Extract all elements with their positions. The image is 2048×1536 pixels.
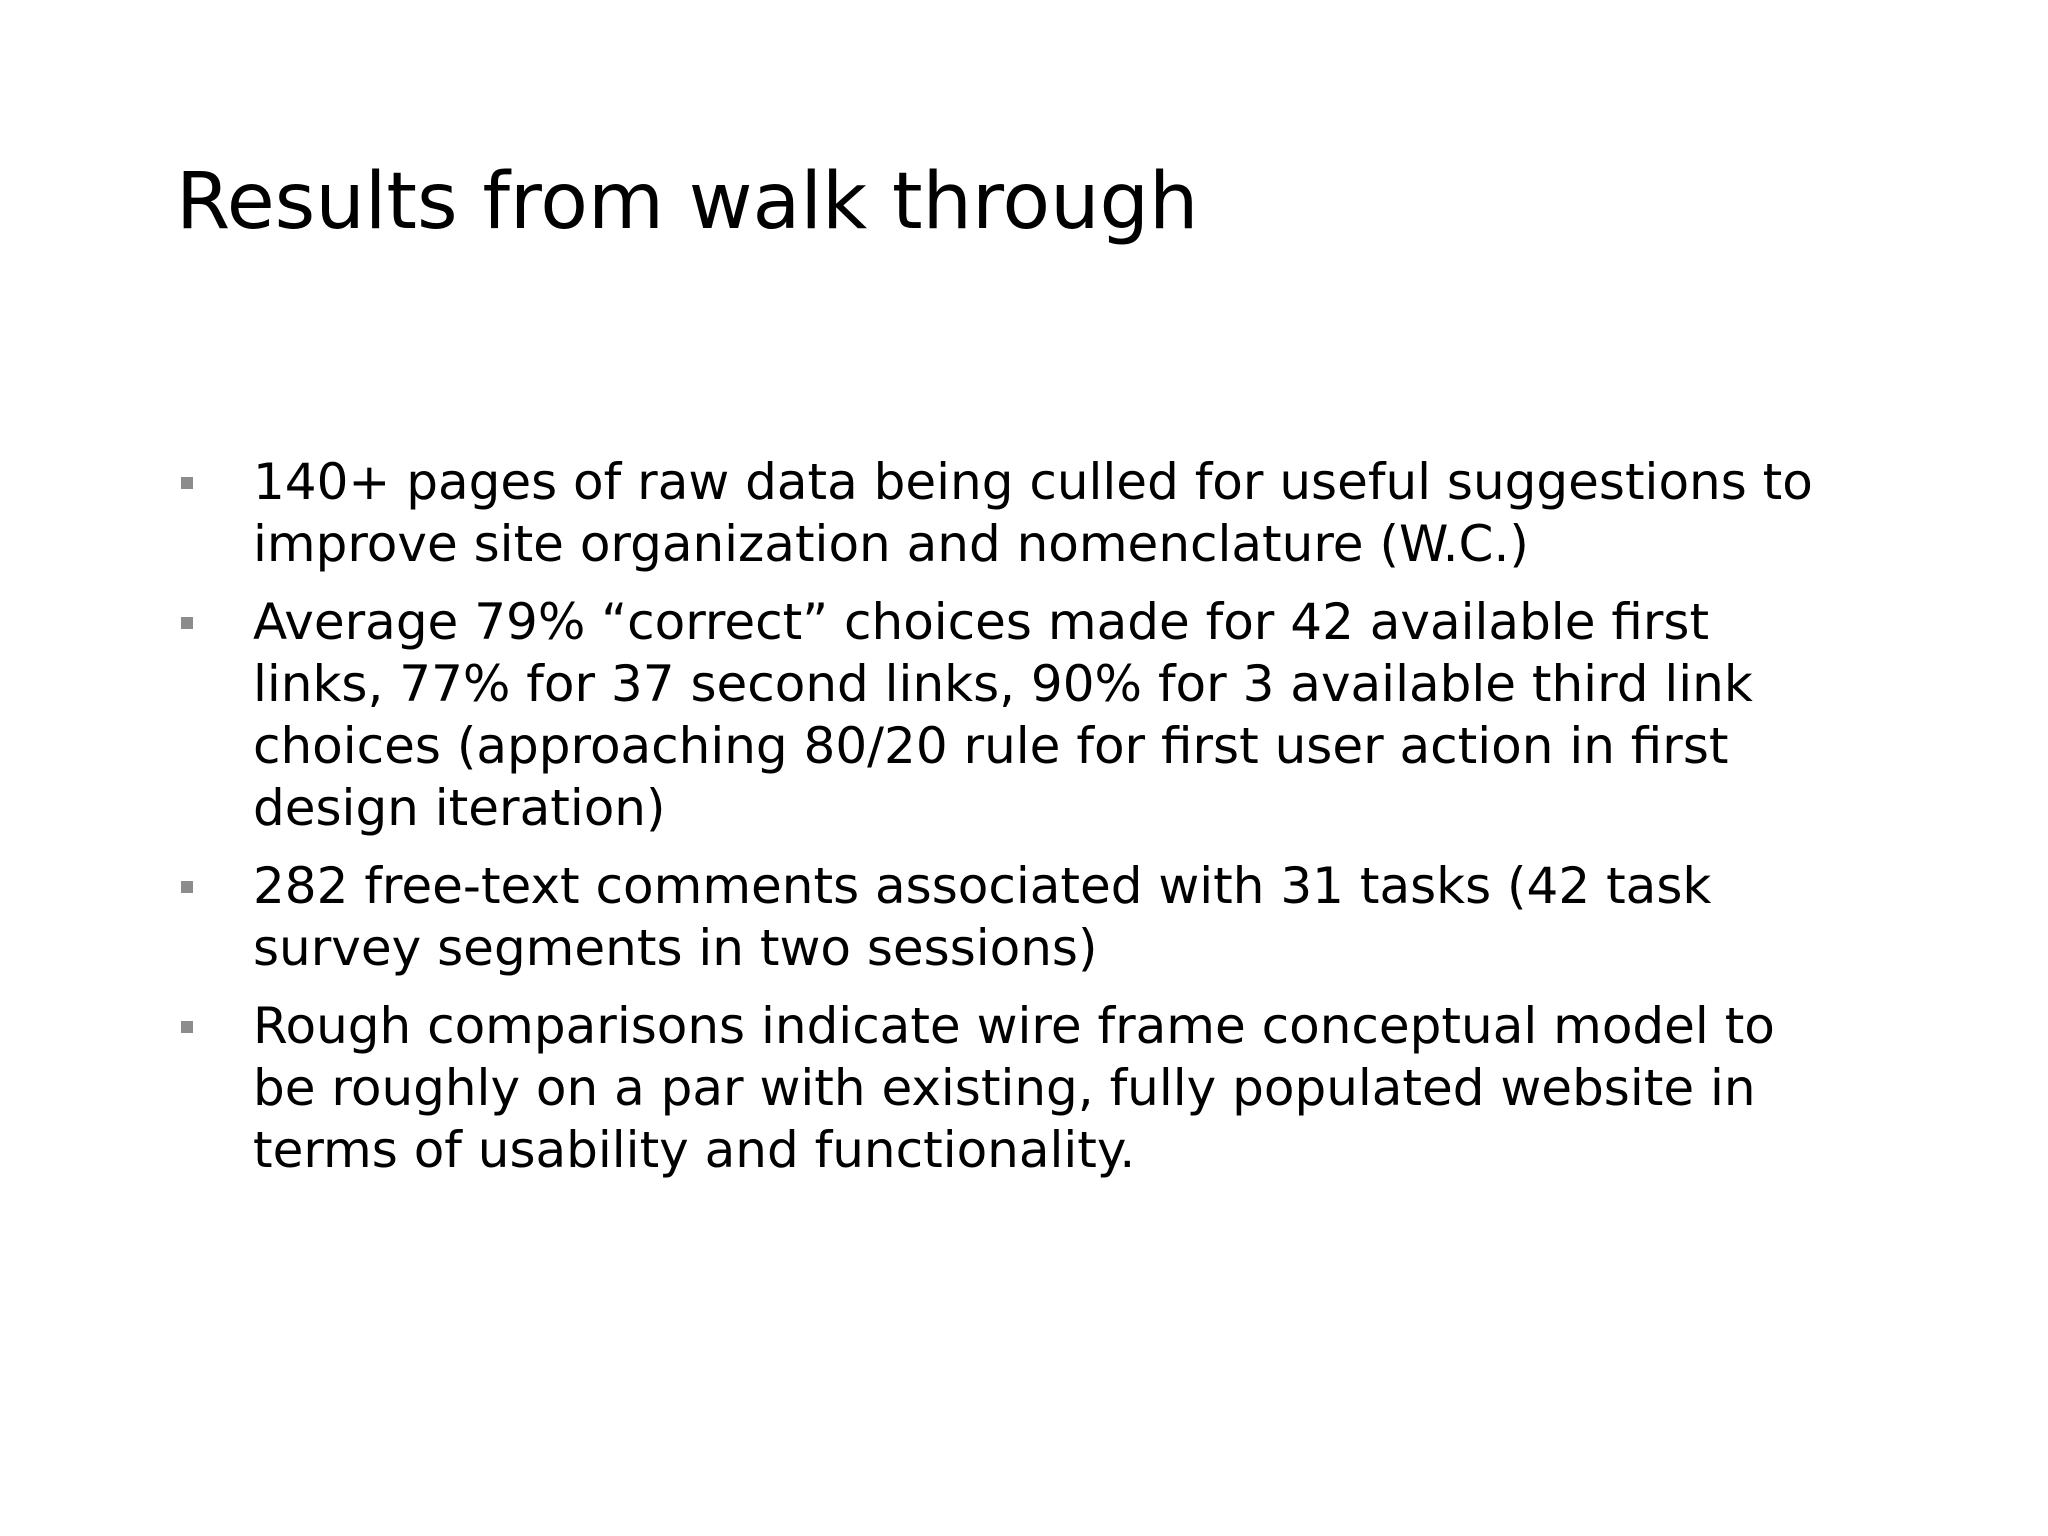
bullet-text-line: improve site organization and nomenclature (W.C.) (253, 515, 1529, 573)
bullet-text-line: be roughly on a par with existing, fully populated website in (253, 1059, 1756, 1117)
bullet-text-line: Average 79% “correct” choices made for 42 available first (253, 593, 1710, 651)
bullet-text-line: design iteration) (253, 779, 666, 837)
bullet-list (176, 451, 1896, 1197)
bullet-item (176, 995, 1896, 1181)
bullet-text-line: 282 free-text comments associated with 31 tasks (42 task (253, 857, 1712, 915)
square-bullet-icon (181, 617, 193, 629)
bullet-text-line: survey segments in two sessions) (253, 919, 1098, 977)
bullet-text-line: choices (approaching 80/20 rule for first user action in first (253, 717, 1729, 775)
square-bullet-icon (181, 477, 193, 489)
bullet-text-line: Rough comparisons indicate wire frame conceptual model to (253, 997, 1775, 1055)
square-bullet-icon (181, 881, 193, 893)
bullet-text-line: links, 77% for 37 second links, 90% for 3 available third link (253, 655, 1753, 713)
bullet-item (176, 591, 1896, 839)
slide-title: Results from walk through (176, 157, 1199, 247)
bullet-text-line: 140+ pages of raw data being culled for useful suggestions to (253, 453, 1813, 511)
square-bullet-icon (181, 1021, 193, 1033)
bullet-item (176, 451, 1896, 575)
bullet-item (176, 855, 1896, 979)
bullet-text-line: terms of usability and functionality. (253, 1121, 1136, 1179)
